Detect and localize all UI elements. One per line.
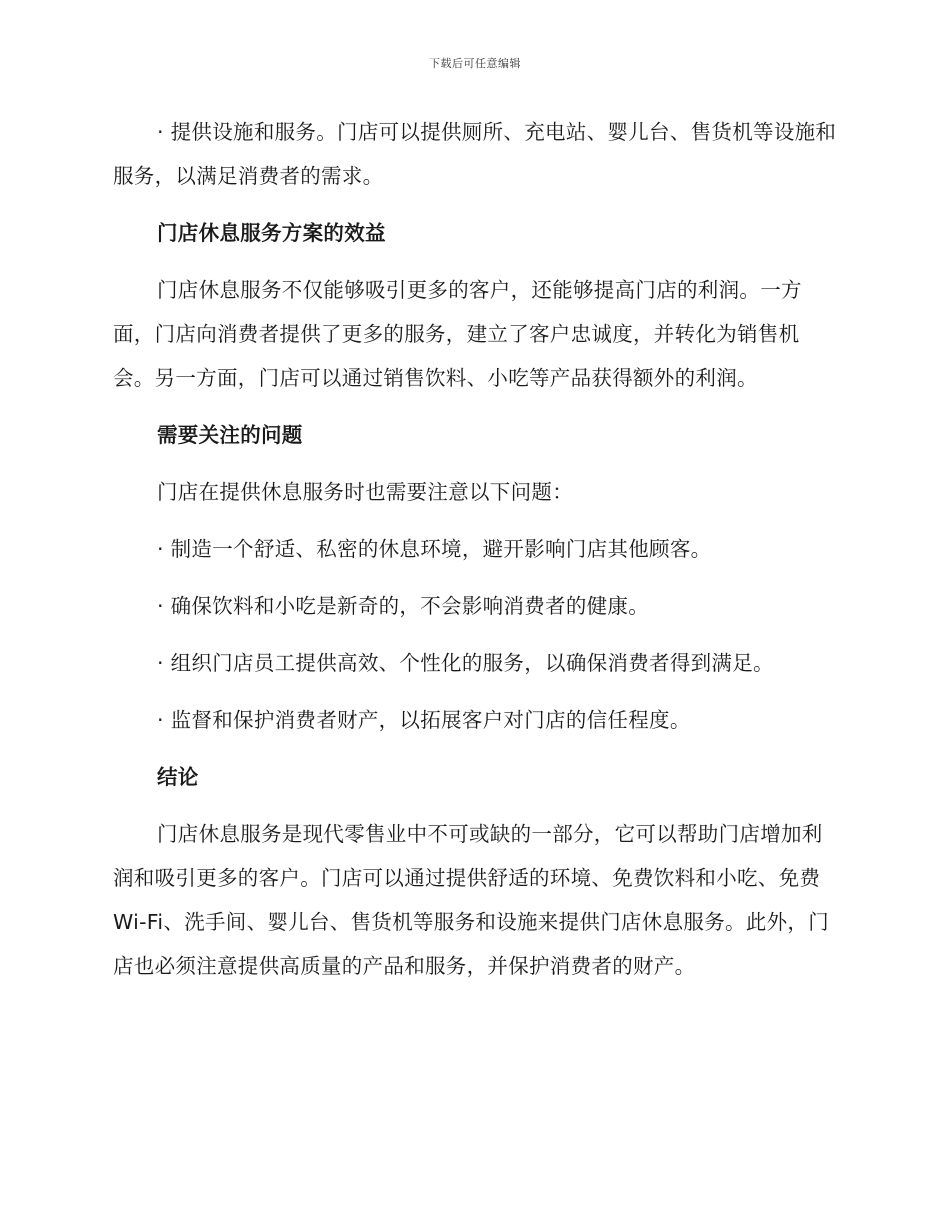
intro-bullet-paragraph: · 提供设施和服务。门店可以提供厕所、充电站、婴儿台、售货机等设施和服务，以满足消费者的需求。 [113,120,837,188]
issues-bullet: · 确保饮料和小吃是新奇的，不会影响消费者的健康。 [157,594,650,618]
benefits-heading: 门店休息服务方案的效益 [157,221,386,245]
document-body [113,110,840,1001]
issues-bullet: · 监督和保护消费者财产，以拓展客户对门店的信任程度。 [157,708,691,732]
benefits-paragraph: 门店休息服务不仅能够吸引更多的客户，还能够提高门店的利润。一方面，门店向消费者提供了更多的服务，建立了客户忠诚度，并转化为销售机会。另一方面，门店可以通过销售饮料、小吃等产品获得额外的利润。 [113,278,802,390]
issues-heading: 需要关注的问题 [157,423,303,447]
page-header: 下载后可任意编辑 [429,57,521,70]
issues-intro: 门店在提供休息服务时也需要注意以下问题： [157,480,573,504]
conclusion-paragraph: 门店休息服务是现代零售业中不可或缺的一部分，它可以帮助门店增加利润和吸引更多的客户。门店可以通过提供舒适的环境、免费饮料和小吃、免费 Wi-Fi、洗手间、婴儿台、售货机等服务和设施来提供门店休息服务。此外，门店也必须注意提供高质量的产品和服务，并保护消费者的财产。 [113,822,830,978]
issues-bullet: · 组织门店员工提供高效、个性化的服务，以确保消费者得到满足。 [157,651,774,675]
issues-bullet: · 制造一个舒适、私密的休息环境，避开影响门店其他顾客。 [157,537,712,561]
conclusion-heading: 结论 [157,765,199,789]
